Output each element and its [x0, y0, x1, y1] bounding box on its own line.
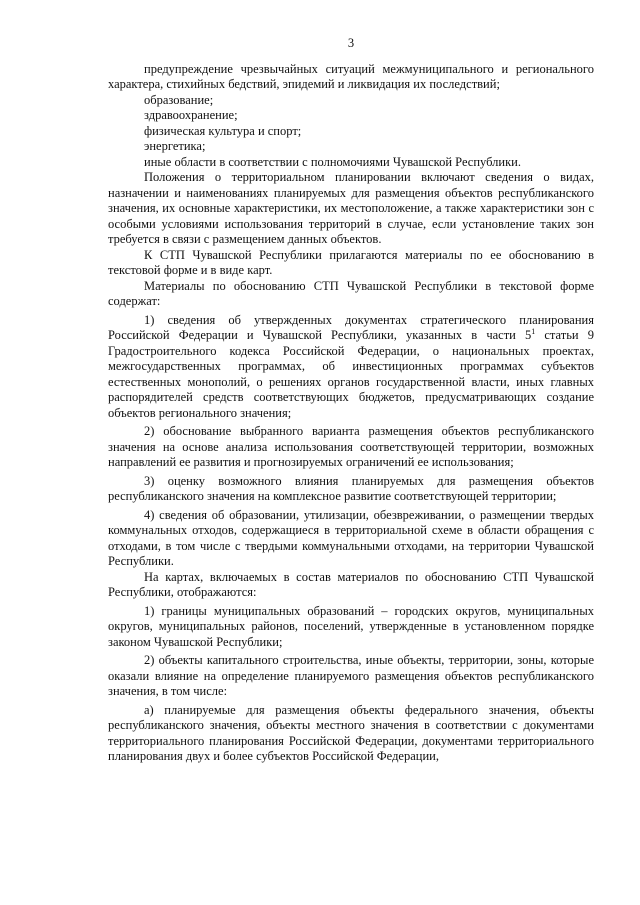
paragraph-sport: физическая культура и спорт; [144, 123, 302, 138]
paragraph-materials-attached: К СТП Чувашской Республики прилагаются материалы по ее обоснованию в текстовой форме и в виде карт. [108, 247, 594, 277]
list-item-1-text: 1) сведения об утвержденных документах стратегического планирования Российской Федерации и Чувашской Республики, указанных в части 5 [108, 312, 594, 342]
paragraph-other-areas: иные области в соответствии с полномочиями Чувашской Республики. [144, 154, 521, 169]
list-item-1-continuation: статьи 9 Градостроительного кодекса Российской Федерации, о национальных проектах, межгосударственных программах, об инвестиционных программах субъектов естественных монополий, о решениях органов государственной власти, иных главных распорядителей средств соответствующих бюджетов, предусматривающих создание объектов регионального значения; [108, 328, 594, 420]
superscript: 1 [531, 326, 536, 336]
paragraph-energy: энергетика; [144, 139, 206, 153]
paragraph-emergency: предупреждение чрезвычайных ситуаций межмуниципального и регионального характера, стихийных бедствий, эпидемий и ликвидация их последствий; [108, 61, 594, 91]
list-item-2: 2) обоснование выбранного варианта размещения объектов республиканского значения на основе анализа использования соответствующей территории, возможных направлений ее развития и прогнозируемых ограничений ее использования; [108, 424, 594, 469]
list-item-3: 3) оценку возможного влияния планируемых для размещения объектов республиканского значения на комплексное развитие соответствующей территории; [108, 473, 594, 503]
paragraph-healthcare: здравоохранение; [144, 108, 238, 122]
document-page [108, 36, 594, 765]
list-item-1 [108, 313, 594, 422]
page-number: 3 [347, 36, 355, 50]
paragraph-education: образование; [144, 92, 214, 107]
paragraph-maps: На картах, включаемых в состав материалов по обоснованию СТП Чувашской Республики, отображаются: [108, 569, 594, 599]
map-item-1: 1) границы муниципальных образований – городских округов, муниципальных округов, муниципальных районов, поселений, утвержденные в установленном порядке законом Чувашской Республики; [108, 603, 594, 649]
list-item-4: 4) сведения об образовании, утилизации, обезвреживании, о размещении твердых коммунальных отходов, содержащиеся в территориальной схеме в области обращения с отходами, в том числе с твердыми коммунальными отходами, на территории Чувашской Республики. [108, 507, 594, 568]
paragraph-materials-content: Материалы по обоснованию СТП Чувашской Республики в текстовой форме содержат: [108, 278, 594, 308]
map-subitem-a: а) планируемые для размещения объекты федерального значения, объекты республиканского значения, объекты местного значения в соответствии с документами территориального планирования Российской Федерации, документами территориального планирования двух и более субъектов Российской Федерации, [108, 702, 594, 763]
paragraph-provisions: Положения о территориальном планировании включают сведения о видах, назначении и наименованиях планируемых для размещения объектов республиканского значения, их основные характеристики, их местоположение, а также характеристики зон с особыми условиями использования территорий в случае, если установление таких зон требуется в связи с размещением данных объектов. [108, 170, 594, 246]
map-item-2: 2) объекты капитального строительства, иные объекты, территории, зоны, которые оказали влияние на определение планируемого размещения объектов республиканского значения, в том числе: [108, 653, 594, 698]
